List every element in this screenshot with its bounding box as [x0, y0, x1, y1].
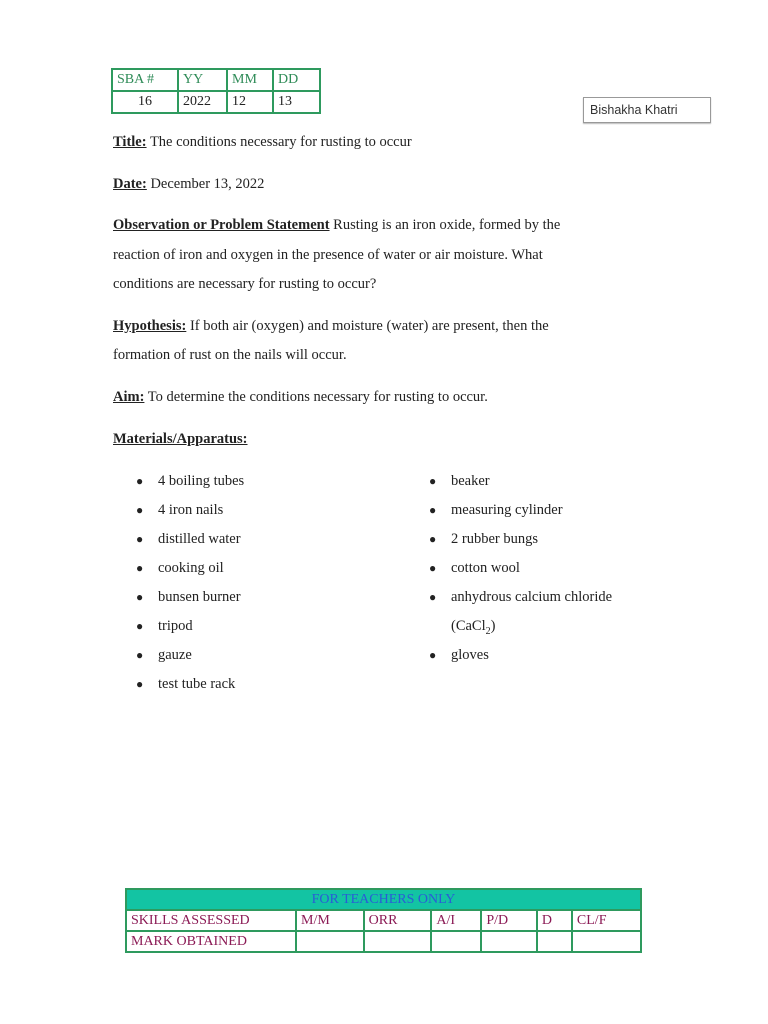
bullet-icon: ● — [136, 474, 144, 488]
column-header: P/D — [481, 910, 536, 931]
hypothesis-text: If both air (oxygen) and moisture (water) are present, then the — [189, 318, 549, 334]
sba-table — [111, 68, 321, 114]
list-item — [429, 530, 612, 559]
bullet-icon: ● — [429, 532, 437, 546]
observation-text: Rusting is an iron oxide, formed by the — [333, 217, 561, 233]
teachers-heading-row — [126, 889, 641, 910]
list-item — [136, 559, 244, 588]
materials-heading — [113, 430, 248, 448]
bullet-icon: ● — [136, 648, 144, 662]
sba-header-cell: YY — [178, 69, 227, 91]
sba-value-cell: 12 — [227, 91, 273, 113]
material-name: gloves — [451, 647, 489, 663]
list-item — [136, 501, 244, 530]
material-name: gauze — [158, 647, 192, 663]
list-item — [136, 617, 244, 646]
title-text: The conditions necessary for rusting to occur — [149, 134, 412, 150]
skills-row — [126, 910, 641, 931]
sba-header-cell: DD — [273, 69, 320, 91]
aim-text: To determine the conditions necessary for rusting to occur. — [147, 389, 488, 405]
aim-line — [113, 388, 488, 406]
material-name: anhydrous calcium chloride — [451, 589, 613, 605]
bullet-icon: ● — [429, 648, 437, 662]
sba-value-cell: 13 — [273, 91, 320, 113]
bullet-icon: ● — [136, 677, 144, 691]
title-line — [113, 133, 412, 151]
bullet-icon: ● — [429, 590, 437, 604]
column-header: ORR — [364, 910, 432, 931]
mark-cell[interactable] — [364, 931, 432, 952]
mark-cell[interactable] — [481, 931, 536, 952]
list-item — [136, 472, 244, 501]
material-name: 4 iron nails — [158, 502, 224, 518]
column-header: A/I — [431, 910, 481, 931]
hypothesis-label: Hypothesis: — [113, 318, 187, 334]
date-label: Date: — [113, 176, 147, 192]
sba-value-cell: 2022 — [178, 91, 227, 113]
column-header: M/M — [296, 910, 364, 931]
list-item — [136, 530, 244, 559]
list-item — [136, 646, 244, 675]
list-item — [429, 588, 612, 617]
formula-prefix: (CaCl — [451, 618, 486, 634]
bullet-icon: ● — [429, 561, 437, 575]
material-name: test tube rack — [158, 676, 236, 692]
student-name-box: Bishakha Khatri — [583, 97, 711, 123]
bullet-icon: ● — [136, 590, 144, 604]
sba-header-cell: MM — [227, 69, 273, 91]
material-name: distilled water — [158, 531, 241, 547]
mark-cell[interactable] — [572, 931, 641, 952]
formula-subscript: 2 — [485, 625, 491, 637]
mark-cell[interactable] — [296, 931, 364, 952]
observation-line-3: conditions are necessary for rusting to occur? — [113, 276, 377, 292]
title-label: Title: — [113, 134, 147, 150]
date-line — [113, 175, 264, 193]
observation-label: Observation or Problem Statement — [113, 217, 330, 233]
list-item — [429, 559, 612, 588]
list-item — [429, 472, 612, 501]
list-item — [429, 501, 612, 530]
list-item — [429, 646, 612, 675]
skills-label: SKILLS ASSESSED — [126, 910, 296, 931]
material-name: tripod — [158, 618, 193, 634]
date-text: December 13, 2022 — [150, 176, 265, 192]
material-name: cotton wool — [451, 560, 520, 576]
bullet-icon: ● — [429, 503, 437, 517]
observation-line-2: reaction of iron and oxygen in the presence of water or air moisture. What — [113, 247, 543, 263]
bullet-icon: ● — [136, 561, 144, 575]
mark-label: MARK OBTAINED — [126, 931, 296, 952]
aim-label: Aim: — [113, 389, 145, 405]
sba-value-cell: 16 — [112, 91, 178, 113]
bullet-icon: ● — [136, 503, 144, 517]
hypothesis-line-2: formation of rust on the nails will occur. — [113, 347, 347, 363]
material-name: measuring cylinder — [451, 502, 563, 518]
bullet-icon: ● — [136, 532, 144, 546]
teachers-heading: FOR TEACHERS ONLY — [126, 889, 641, 910]
materials-list-left — [136, 472, 244, 704]
material-name: bunsen burner — [158, 589, 241, 605]
column-header: D — [537, 910, 572, 931]
mark-cell[interactable] — [537, 931, 572, 952]
sba-value-row — [112, 91, 320, 113]
materials-label: Materials/Apparatus: — [113, 431, 248, 447]
teachers-table — [125, 888, 642, 953]
bullet-icon: ● — [429, 474, 437, 488]
observation-line-1 — [113, 216, 560, 234]
formula-suffix: ) — [490, 618, 496, 634]
column-header: CL/F — [572, 910, 641, 931]
sba-header-row — [112, 69, 320, 91]
mark-cell[interactable] — [431, 931, 481, 952]
materials-list-right — [429, 472, 612, 675]
material-name: beaker — [451, 473, 490, 489]
material-name: 2 rubber bungs — [451, 531, 538, 547]
mark-row — [126, 931, 641, 952]
material-name: 4 boiling tubes — [158, 473, 245, 489]
bullet-icon: ● — [136, 619, 144, 633]
material-name: cooking oil — [158, 560, 224, 576]
list-item-continuation — [429, 617, 612, 646]
list-item — [136, 588, 244, 617]
hypothesis-line-1 — [113, 317, 549, 335]
sba-header-cell: SBA # — [112, 69, 178, 91]
list-item — [136, 675, 244, 704]
